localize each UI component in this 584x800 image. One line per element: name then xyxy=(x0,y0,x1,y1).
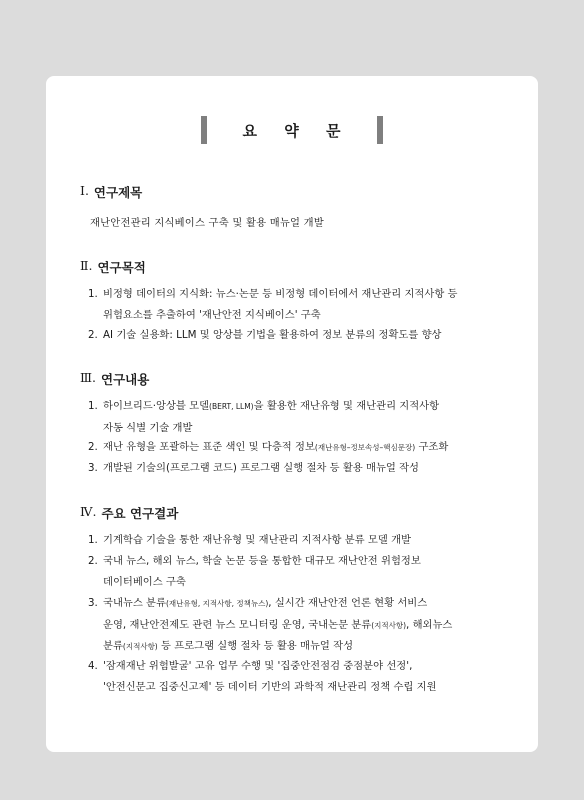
item-line: AI 기술 실용화: LLM 및 앙상블 기법을 활용하여 정보 분류의 정확도를 향상 xyxy=(103,329,442,341)
list-item xyxy=(88,593,528,658)
item-text: , 실시간 재난안전 언론 현황 서비스 xyxy=(268,597,428,609)
section-number: Ⅲ. xyxy=(80,370,97,385)
item-line: 자동 식별 기술 개발 xyxy=(103,421,193,434)
section-title: 연구제목 xyxy=(93,185,143,200)
section-number: Ⅰ. xyxy=(80,183,89,198)
item-text: 운영, 재난안전제도 관련 뉴스 모니터링 운영, 국내논문 분류 xyxy=(103,618,372,631)
item-text: 을 활용한 재난유형 및 재난관리 지적사항 xyxy=(253,400,440,412)
list-item xyxy=(88,656,528,697)
item-note: (지적사항) xyxy=(371,620,407,630)
section-2-heading xyxy=(80,258,146,276)
item-number: 3. xyxy=(88,597,98,609)
list-item xyxy=(88,396,528,438)
section-number: Ⅱ. xyxy=(80,258,93,273)
section-4-heading xyxy=(80,504,178,522)
title-bar-right xyxy=(377,116,383,144)
section-1-heading xyxy=(80,183,142,201)
item-line xyxy=(103,593,528,615)
item-note: (지적사항) xyxy=(122,642,158,651)
list-item xyxy=(88,530,528,551)
summary-page xyxy=(46,76,538,752)
item-line: '안전신문고 집중신고제' 등 데이터 기반의 과학적 재난관리 정책 수립 지원 xyxy=(103,680,437,693)
item-line xyxy=(103,615,528,637)
section-number: Ⅳ. xyxy=(80,504,97,519)
item-line: 위험요소를 추출하여 '재난안전 지식베이스' 구축 xyxy=(103,308,321,321)
item-note: (BERT, LLM) xyxy=(209,402,254,411)
title-bar-left xyxy=(201,116,207,144)
list-item xyxy=(88,551,528,592)
item-number: 1. xyxy=(88,288,98,300)
item-number: 1. xyxy=(88,400,98,412)
section-title: 주요 연구결과 xyxy=(101,506,179,521)
list-item xyxy=(88,284,528,325)
item-text: 등 프로그램 실행 절차 등 활용 매뉴얼 작성 xyxy=(157,640,354,652)
item-line: 국내 뉴스, 해외 뉴스, 학술 논문 등을 통합한 대규모 재난안전 위험정보 xyxy=(103,555,421,567)
section-title: 연구내용 xyxy=(101,372,150,387)
section-3-heading xyxy=(80,370,149,388)
item-text: 하이브리드·앙상블 모델 xyxy=(103,400,210,412)
item-line: 데이터베이스 구축 xyxy=(103,575,186,588)
item-number: 2. xyxy=(88,441,98,453)
list-item xyxy=(88,458,528,479)
item-line: '잠재재난 위험발굴' 고유 업무 수행 및 '집중안전점검 중점분야 선정', xyxy=(103,660,413,672)
item-text: , 해외뉴스 xyxy=(406,618,453,631)
item-text: 재난 유형을 포괄하는 표준 색인 및 다층적 정보 xyxy=(103,441,315,453)
item-number: 4. xyxy=(88,660,98,672)
item-line: 기계학습 기술을 통한 재난유형 및 재난관리 지적사항 분류 모델 개발 xyxy=(103,534,411,546)
item-text: 국내뉴스 분류 xyxy=(103,597,166,609)
item-line: 비정형 데이터의 지식화: 뉴스·논문 등 비정형 데이터에서 재난관리 지적사항 등 xyxy=(103,288,458,300)
item-note: (재난유형–정보속성–핵심문장) xyxy=(314,443,416,452)
item-line xyxy=(103,437,528,459)
item-text: 구조화 xyxy=(415,441,449,453)
title-text: 요 약 문 xyxy=(242,121,352,140)
item-line xyxy=(103,636,528,658)
section-1-text: 재난안전관리 지식베이스 구축 및 활용 매뉴얼 개발 xyxy=(90,217,324,229)
item-number: 2. xyxy=(88,555,98,567)
item-number: 3. xyxy=(88,462,98,474)
section-title: 연구목적 xyxy=(97,260,146,275)
item-number: 2. xyxy=(88,329,98,341)
item-note: (재난유형, 지적사항, 정책뉴스) xyxy=(165,599,269,608)
item-number: 1. xyxy=(88,534,98,546)
item-line: 개발된 기술의(프로그램 코드) 프로그램 실행 절차 등 활용 매뉴얼 작성 xyxy=(103,462,420,474)
list-item xyxy=(88,325,528,346)
list-item xyxy=(88,437,528,459)
item-text: 분류 xyxy=(103,640,123,652)
item-line xyxy=(103,396,528,418)
page-title xyxy=(46,116,538,144)
